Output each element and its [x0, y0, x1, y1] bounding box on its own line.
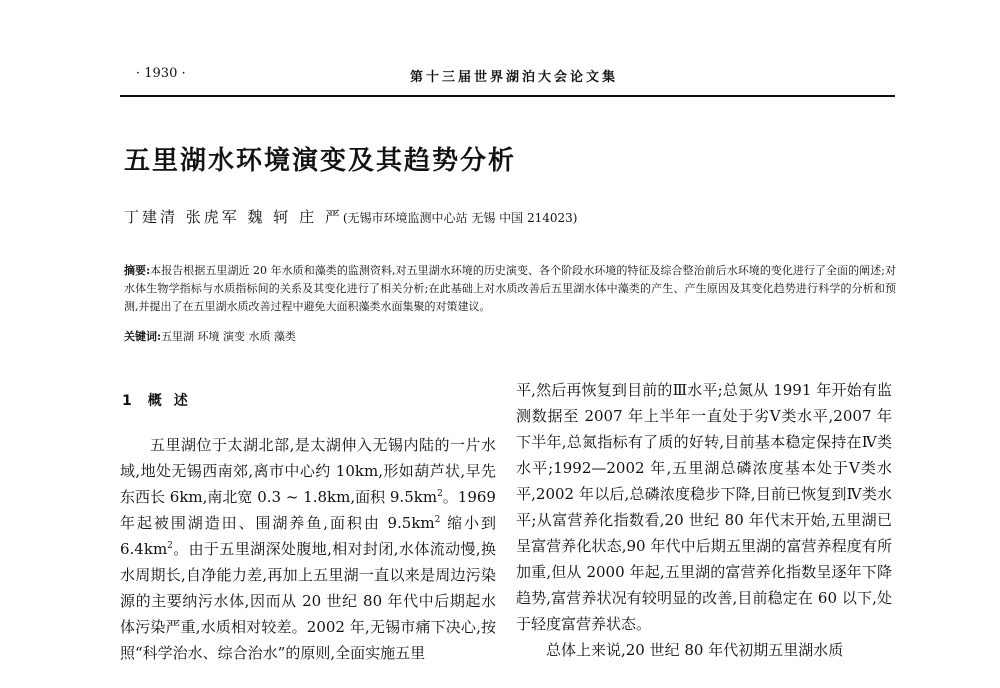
superscript: 2 — [437, 489, 443, 499]
author-names: 丁建清 张虎军 魏 轲 庄 严 — [124, 208, 343, 226]
keywords-label: 关键词: — [124, 330, 162, 343]
left-column — [120, 377, 496, 666]
section-number: 1 — [122, 393, 132, 409]
abstract-text: 本报告根据五里湖近 20 年水质和藻类的监测资料,对五里湖水环境的历史演变、各个阶段水环境的特征及综合整治前后水环境的变化进行了全面的阐述;对水体生物学指标与水质指标间的关系及其变化进行了相关分析;在此基础上对水质改善后五里湖水体中藻类的产生、产生原因及其变化趋势进行科学的分析和预测,并提出了在五里湖水质改善过程中避免大面积藻类水面集聚的对策建议。 — [124, 264, 896, 313]
body-paragraph — [120, 432, 496, 666]
author-line — [124, 206, 577, 227]
text-run: 。1969 年起被围湖造田、围湖养鱼,面积由 9.5km — [120, 488, 496, 532]
section-heading — [122, 388, 496, 414]
author-affiliation: (无锡市环境监测中心站 无锡 中国 214023) — [342, 211, 578, 225]
article-title: 五里湖水环境演变及其趋势分析 — [124, 146, 517, 176]
section-title: 概述 — [147, 393, 200, 409]
keywords-list: 五里湖 环境 演变 水质 藻类 — [161, 330, 297, 343]
body-paragraph: 总体上来说,20 世纪 80 年代初期五里湖水质 — [546, 641, 844, 659]
text-run: 。由于五里湖深处腹地,相对封闭,水体流动慢,换水周期长,自净能力差,再加上五里湖一直以来是周边污染源的主要纳污水体,因而从 20 世纪 80 年代中后期起水体污染严重,水质相对较差。2002 年,无锡市痛下决心,按照“科学治水、综合治水”的原则,全面实施五里 — [120, 540, 496, 662]
page-number: · 1930 · — [136, 66, 186, 81]
right-column — [516, 377, 892, 663]
superscript: 2 — [167, 541, 173, 551]
text-run: 缩小到 6.4km — [120, 514, 496, 558]
proceedings-title: 第十三届世界湖泊大会论文集 — [410, 70, 619, 85]
abstract — [124, 262, 896, 316]
text-run: 五里湖位于太湖北部,是太湖伸入无锡内陆的一片水域,地处无锡西南郊,离市中心约 10km,形如葫芦状,早先东西长 6km,南北宽 0.3 ~ 1.8km,面积 9.5km — [120, 436, 496, 506]
keywords — [124, 328, 296, 344]
body-paragraph: 平,然后再恢复到目前的Ⅲ水平;总氮从 1991 年开始有监测数据至 2007 年上半年一直处于劣Ⅴ类水平,2007 年下半年,总氮指标有了质的好转,目前基本稳定保持在Ⅳ类水平;1992—2002 年,五里湖总磷浓度基本处于Ⅴ类水平,2002 年以后,总磷浓度稳步下降,目前已恢复到Ⅳ类水平;从富营养化指数看,20 世纪 80 年代末开始,五里湖已呈富营养化状态,90 年代中后期五里湖的富营养程度有所加重,但从 2000 年起,五里湖的富营养化指数呈逐年下降趋势,富营养状况有较明显的改善,目前稳定在 60 以下,处于轻度富营养状态。 — [516, 381, 892, 633]
header-rule — [120, 95, 895, 97]
abstract-label: 摘要: — [124, 264, 151, 277]
superscript: 2 — [434, 515, 441, 525]
